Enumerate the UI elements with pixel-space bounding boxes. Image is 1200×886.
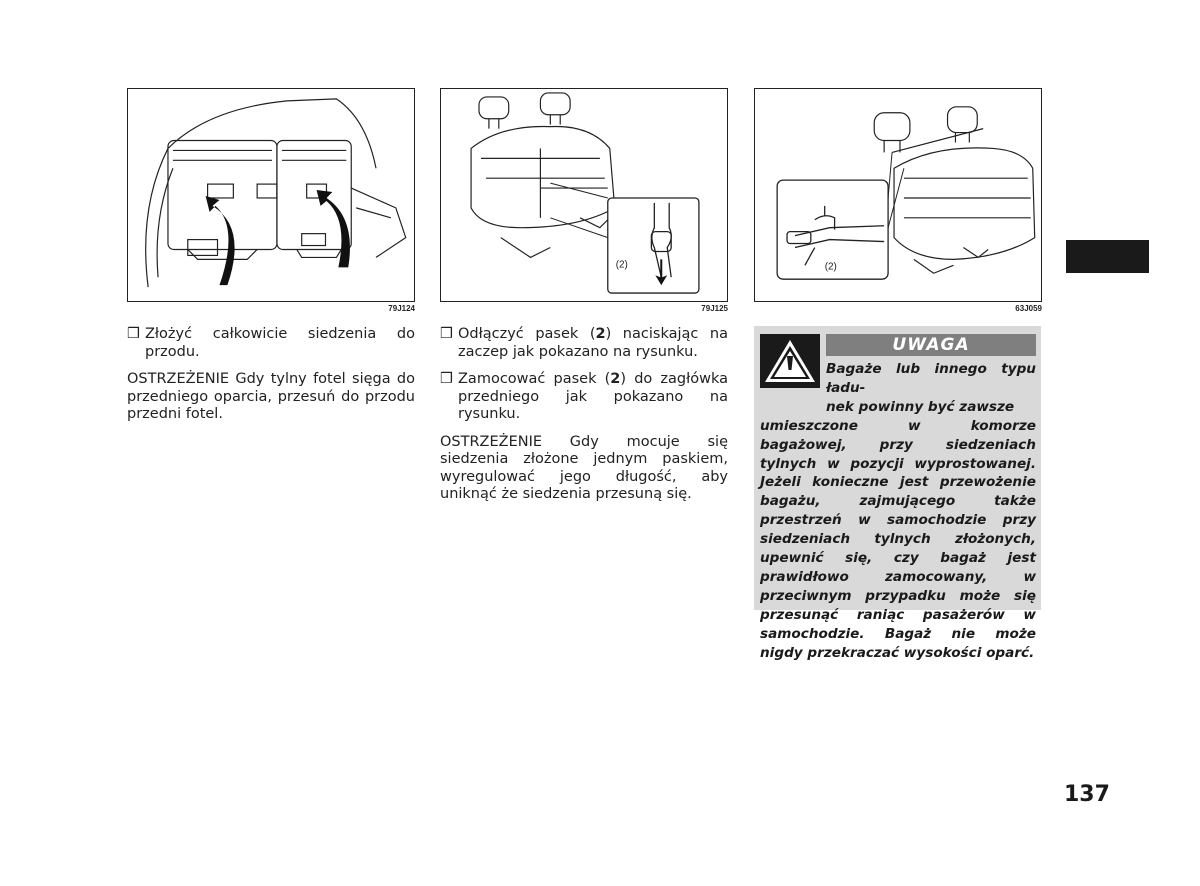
section-tab-marker (1066, 240, 1149, 273)
text-column-1 (127, 326, 415, 434)
text-column-2 (440, 326, 728, 514)
strap-detach-illustration (441, 89, 727, 301)
instruction-text: Odłączyć pasek (2) naciskając na zaczep jak pokazano na rysunku. (458, 326, 728, 360)
instruction-bullet (440, 326, 728, 361)
uwaga-warning-box (754, 326, 1041, 661)
uwaga-body: Bagaże lub innego typu ładu- nek powinny być zawsze umieszczone w komorze bagażowej, przy siedzeniach tylnych w pozycji wyprostowanej. Jeżeli konieczne jest przewożenie bagażu, zajmującego także przestrzeń w samochodzie przy siedzeniach tylnych złożonych, upewnić się, czy bagaż jest prawidłowo zamocowany, w przeciwnym przypadku może się przesunąć raniąc pasażerów w samochodzie. Bagaż nie może nigdy przekraczać wysokości oparć. (760, 361, 1036, 661)
figure-code: 79J124 (388, 304, 415, 313)
callout-label: (2) (824, 261, 837, 273)
figure-detach-strap (440, 88, 728, 302)
warning-text: OSTRZEŻENIE Gdy mocuje się siedzenia złożone jednym paskiem, wyregulować jego długość, aby uniknąć że siedzenia przesuną się. (440, 433, 728, 502)
page-number: 137 (1064, 782, 1110, 807)
instruction-text: Złożyć całkowicie siedzenia do przodu. (145, 326, 415, 360)
instruction-bullet (440, 371, 728, 424)
warning-text: OSTRZEŻENIE Gdy tylny fotel sięga do przedniego oparcia, przesuń do przodu przedni fotel. (127, 371, 415, 422)
figure-code: 79J125 (701, 304, 728, 313)
checkbox-bullet-icon: ❒ (127, 326, 140, 342)
instruction-bullet (127, 326, 415, 361)
strap-attach-illustration (755, 89, 1041, 301)
figure-fold-seats (127, 88, 415, 302)
checkbox-bullet-icon: ❒ (440, 371, 453, 387)
instruction-text: Zamocować pasek (2) do zagłówka przedniego jak pokazano na rysunku. (458, 371, 728, 422)
seat-fold-illustration (128, 89, 414, 301)
callout-label: (2) (615, 259, 628, 271)
uwaga-title: UWAGA (826, 334, 1036, 356)
figure-attach-strap (754, 88, 1042, 302)
checkbox-bullet-icon: ❒ (440, 326, 453, 342)
figure-code: 63J059 (1015, 304, 1042, 313)
